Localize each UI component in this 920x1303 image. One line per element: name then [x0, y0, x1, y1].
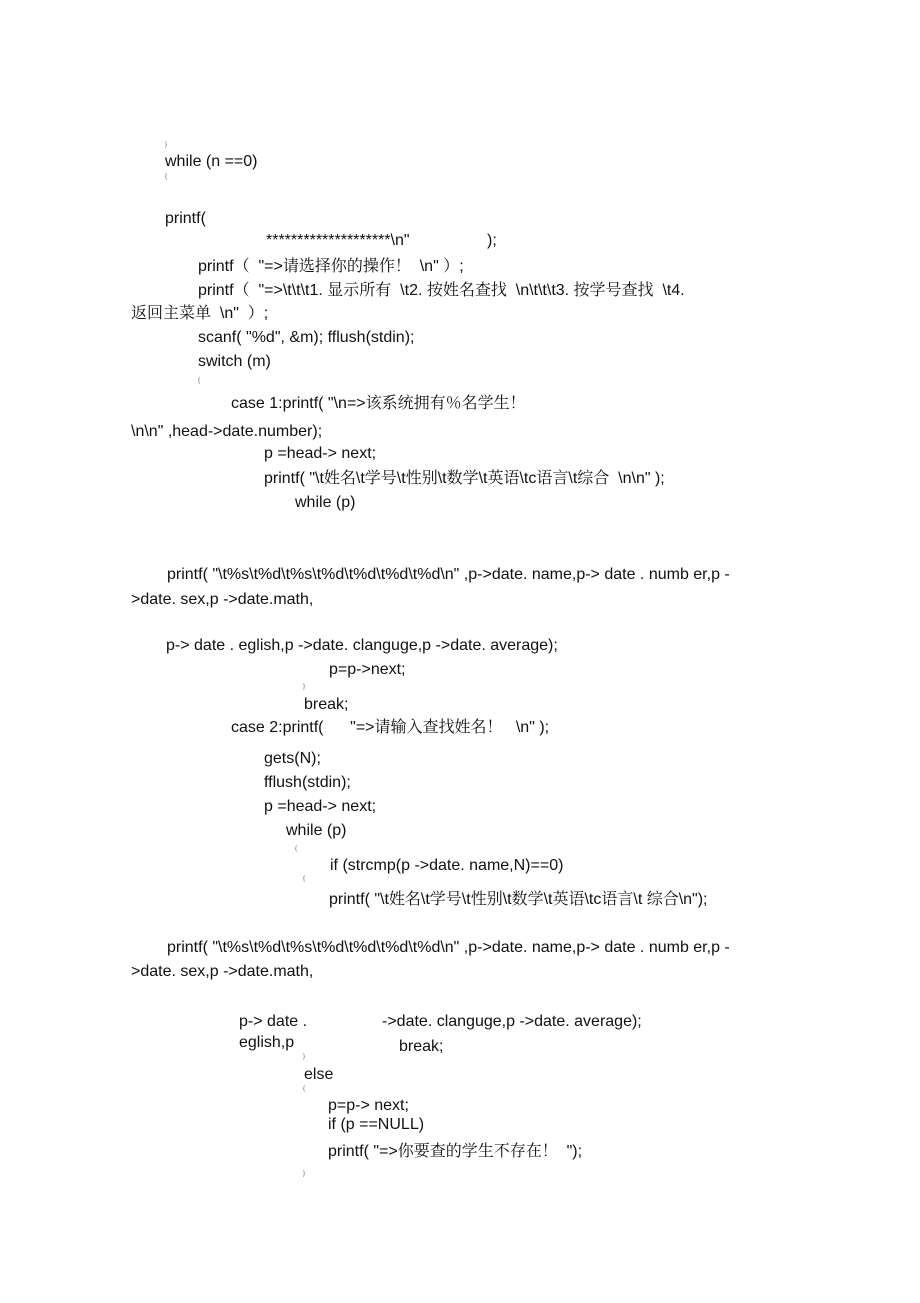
- code-line: printf( "\t%s\t%d\t%s\t%d\t%d\t%d\t%d\n" ,p->date. name,p-> date . numb er,p -: [167, 566, 730, 583]
- code-line: p-> date .: [239, 1013, 308, 1030]
- code-line: case 2:printf( "=>请输入查找姓名！ \n" );: [231, 719, 550, 736]
- code-line: scanf( "%d", &m); fflush(stdin);: [198, 329, 415, 346]
- code-line: p =head-> next;: [264, 445, 377, 462]
- code-line: if (p ==NULL): [328, 1116, 425, 1133]
- code-line: switch (m): [198, 353, 271, 370]
- code-line: 返回主菜单 \n" ）;: [131, 305, 269, 322]
- code-line: break;: [399, 1038, 444, 1055]
- code-line: printf( "\t%s\t%d\t%s\t%d\t%d\t%d\t%d\n" ,p->date. name,p-> date . numb er,p -: [167, 939, 730, 956]
- code-line: printf( "\t姓名\t学号\t性别\t数学\t英语\tc语言\t 综合\n");: [329, 891, 708, 908]
- code-line: printf(: [165, 210, 206, 227]
- code-line: while (n ==0): [165, 153, 258, 170]
- code-line: printf（ "=>\t\t\t1. 显示所有 \t2. 按姓名查找 \n\t\t\t3. 按学号查找 \t4.: [198, 282, 685, 299]
- code-brace: }: [165, 142, 168, 148]
- code-line: break;: [304, 696, 349, 713]
- code-line: ********************\n": [266, 232, 410, 249]
- code-line: printf（ "=>请选择你的操作！ \n" ）;: [198, 258, 464, 275]
- code-brace: {: [198, 378, 201, 384]
- code-brace: }: [303, 1054, 306, 1060]
- code-line: else: [304, 1066, 334, 1083]
- code-line: p =head-> next;: [264, 798, 377, 815]
- code-line: p=p-> next;: [328, 1097, 409, 1114]
- code-line: printf( "\t姓名\t学号\t性别\t数学\t英语\tc语言\t综合 \n\n" );: [264, 470, 665, 487]
- code-line: ->date. clanguge,p ->date. average);: [382, 1013, 642, 1030]
- code-brace: {: [165, 174, 168, 180]
- code-line: p=p->next;: [329, 661, 406, 678]
- code-brace: {: [303, 1086, 306, 1092]
- code-line: eglish,p: [239, 1034, 295, 1051]
- code-line: gets(N);: [264, 750, 321, 767]
- code-line: printf( "=>你要查的学生不存在！ ");: [328, 1143, 583, 1160]
- code-brace: {: [295, 846, 298, 852]
- code-line: >date. sex,p ->date.math,: [131, 963, 314, 980]
- code-line: \n\n" ,head->date.number);: [131, 423, 323, 440]
- code-line: );: [487, 232, 497, 249]
- code-line: while (p): [286, 822, 347, 839]
- code-brace: {: [303, 876, 306, 882]
- code-brace: }: [303, 684, 306, 690]
- code-line: p-> date . eglish,p ->date. clanguge,p ->date. average);: [166, 637, 558, 654]
- code-brace: }: [303, 1171, 306, 1177]
- code-line: case 1:printf( "\n=>该系统拥有％名学生！: [231, 395, 526, 412]
- code-line: fflush(stdin);: [264, 774, 351, 791]
- code-line: while (p): [295, 494, 356, 511]
- code-line: if (strcmp(p ->date. name,N)==0): [330, 857, 564, 874]
- code-line: >date. sex,p ->date.math,: [131, 591, 314, 608]
